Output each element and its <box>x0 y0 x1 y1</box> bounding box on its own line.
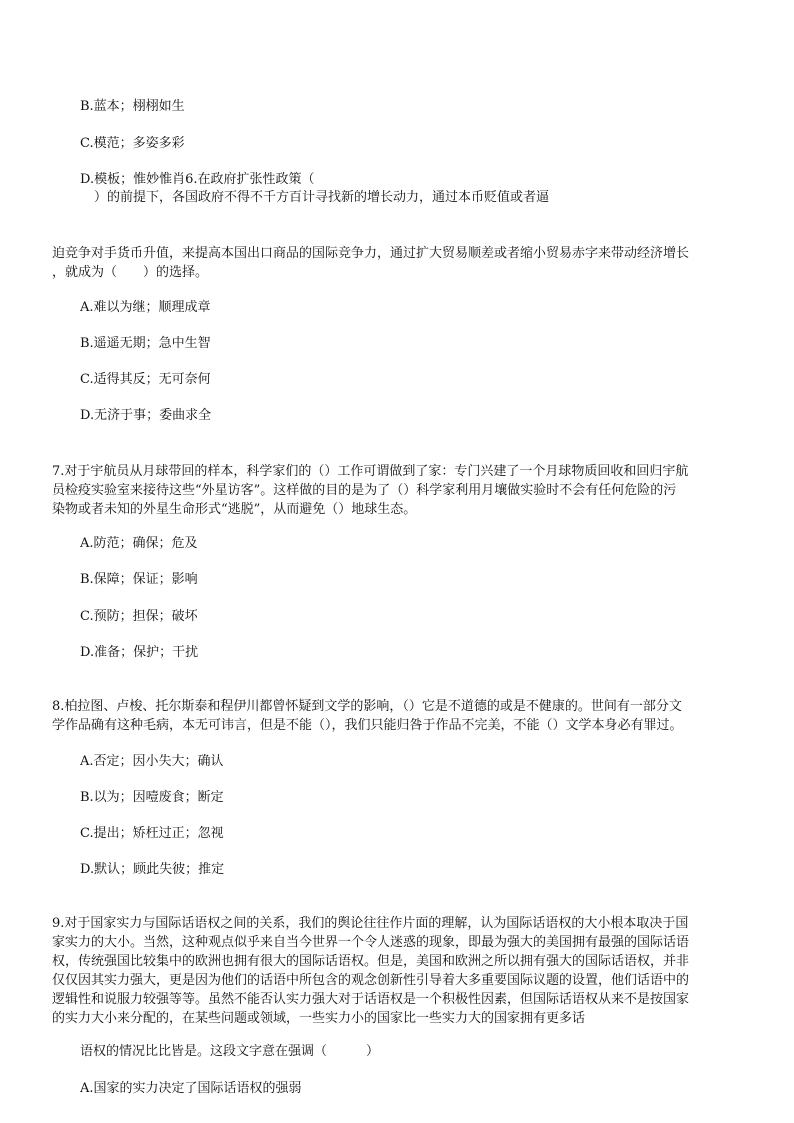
question-8-stem <box>52 697 752 735</box>
question-6-option-a: A.难以为继；顺理成章 <box>80 300 211 315</box>
question-7-option-d: D.准备；保护；干扰 <box>80 645 199 660</box>
question-9-stem <box>52 914 752 1028</box>
stem-line: 逻辑性和说服力较强等等。虽然不能否认实力强大对于话语权是一个积极性因素，但国际话语权从来不是按国家 <box>52 992 690 1007</box>
stem-line: 迫竞争对手货币升值，来提高本国出口商品的国际竞争力，通过扩大贸易顺差或者缩小贸易赤字来带动经济增长 <box>52 246 690 261</box>
option-b: B.蓝本；栩栩如生 <box>80 99 185 114</box>
question-6-option-d: D.无济于事；委曲求全 <box>80 408 212 423</box>
stem-line: 的实力大小来分配的，在某些问题或领域，一些实力小的国家比一些实力大的国家拥有更多话 <box>52 1011 586 1026</box>
stem-line: ，就成为（ ）的选择。 <box>52 265 209 280</box>
question-7-stem <box>52 462 752 519</box>
question-6-option-c: C.适得其反；无可奈何 <box>80 372 211 387</box>
stem-line: 7.对于宇航员从月球带回的样本，科学家们的（）工作可谓做到了家：专门兴建了一个月球物质回收和回归宇航 <box>52 464 689 479</box>
stem-line: 染物或者未知的外星生命形式“逃脱”，从而避免（）地球生态。 <box>52 502 417 517</box>
stem-line: 仅仅因其实力强大，更是因为他们的话语中所包含的观念创新性引导着大多重要国际议题的设置，他们话语中的 <box>52 973 690 988</box>
stem-line: 家实力的大小。当然，这种观点似乎来自当今世界一个令人迷惑的现象，即最为强大的美国拥有最强的国际话语 <box>52 935 690 950</box>
stem-line: 员检疫实验室来接待这些“外星访客”。这样做的目的是为了（）科学家利用月壤做实验时不会有任何危险的污 <box>52 483 677 498</box>
option-c: C.模范；多姿多彩 <box>80 136 185 151</box>
question-6-stem-start: ）的前提下，各国政府不得不千方百计寻找新的增长动力，通过本币贬值或者逼 <box>94 190 550 205</box>
question-6-option-b: B.遥遥无期；急中生智 <box>80 336 211 351</box>
question-9-stem-end: 语权的情况比比皆是。这段文字意在强调（ ） <box>80 1044 380 1059</box>
question-7-option-a: A.防范；确保；危及 <box>80 536 198 551</box>
question-8-option-b: B.以为；因噎废食；断定 <box>80 790 224 805</box>
question-8-option-d: D.默认；顾此失彼；推定 <box>80 862 225 877</box>
option-d: D.模板；惟妙惟肖6.在政府扩张性政策（ <box>80 172 315 187</box>
question-8-option-c: C.提出；矫枉过正；忽视 <box>80 826 224 841</box>
stem-line: 权，传统强国比较集中的欧洲也拥有很大的国际话语权。但是，美国和欧洲之所以拥有强大的国际话语权，并非 <box>52 954 690 969</box>
question-8-option-a: A.否定；因小失大；确认 <box>80 754 224 769</box>
stem-line: 学作品确有这种毛病，本无可讳言，但是不能（），我们只能归咎于作品不完美，不能（）文学本身必有罪过。 <box>52 718 683 733</box>
stem-line: 8.柏拉图、卢梭、托尔斯泰和程伊川都曾怀疑到文学的影响，（）它是不道德的或是不健康的。世间有一部分文 <box>52 699 682 714</box>
question-7-option-c: C.预防；担保；破坏 <box>80 609 198 624</box>
question-6-stem <box>52 244 752 282</box>
stem-line: 9.对于国家实力与国际话语权之间的关系，我们的舆论往往作片面的理解，认为国际话语权的大小根本取决于国 <box>52 916 689 931</box>
question-9-option-a: A.国家的实力决定了国际话语权的强弱 <box>80 1081 302 1096</box>
question-7-option-b: B.保障；保证；影响 <box>80 572 198 587</box>
